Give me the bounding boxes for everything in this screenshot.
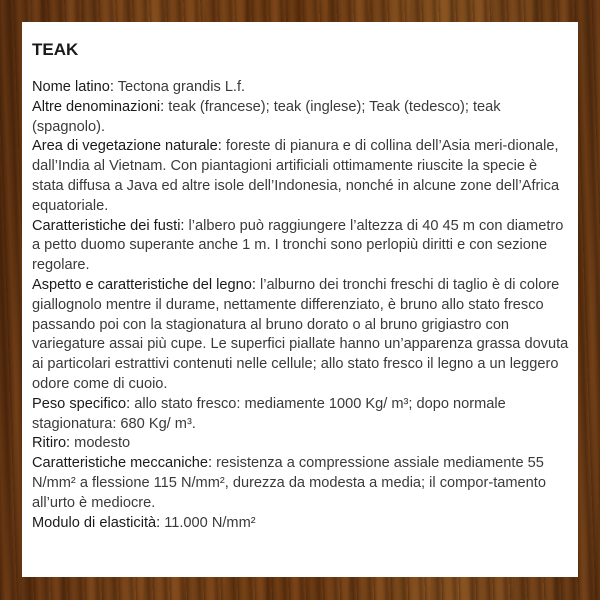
entry-label: Nome latino:: [32, 79, 114, 95]
entry-label: Modulo di elasticità:: [32, 514, 161, 531]
entry-value: allo stato fresco: mediamente 1000 Kg/ m³; dopo normale stagionatura: 680 Kg/ m³.: [32, 395, 506, 432]
entry-value: l’albero può raggiungere l’altezza di 40 45 m con diametro a petto duomo superante anche 1 m. I tronchi sono perlopiù diritti e con sezione regolare.: [32, 217, 564, 274]
entry-modulo-elasticita: [32, 514, 570, 534]
entry-caratteristiche-meccaniche: [32, 454, 570, 513]
entry-value: teak (francese); teak (inglese); Teak (tedesco); teak (spagnolo).: [32, 98, 501, 135]
entry-ritiro: [32, 434, 570, 454]
entry-value: l’alburno dei tronchi freschi di taglio è di colore giallognolo mentre il durame, nettamente differenziato, è bruno allo stato fresco passando poi con la stagionatura al bruno dorato o al bruno grigiastro con variegature assai più cupe. Le superfici piallate hanno un’apparenza grassa dovuta ai particolari estrattivi contenuti nelle cellule; allo stato fresco il legno a un leggero odore come di cuoio.: [32, 276, 569, 392]
entry-label: Ritiro:: [32, 435, 71, 452]
entry-nome-latino: [32, 78, 570, 98]
info-card: [22, 22, 578, 577]
entry-value: resistenza a compressione assiale mediamente 55 N/mm² a flessione 115 N/mm², durezza da modesta a media; il compor-tamento all’urto è mediocre.: [32, 455, 546, 511]
entry-value: modesto: [70, 435, 131, 452]
entry-value: foreste di pianura e di collina dell’Asia meri-dionale, dall’India al Vietnam. Con piantagioni artificiali ottimamente riuscite la specie è stata diffusa a Java ed altre isole dell’Indonesia, nonché in alcune zone dell’Africa equatoriale.: [32, 138, 560, 214]
entry-label: Area di vegetazione naturale:: [32, 138, 222, 155]
entry-label: Aspetto e caratteristiche del legno:: [32, 276, 256, 293]
entry-value: Tectona grandis L.f.: [113, 79, 246, 95]
entry-peso-specifico: [32, 395, 570, 435]
entry-area-vegetazione: [32, 137, 570, 216]
entry-value: 11.000 N/mm²: [160, 514, 256, 531]
entry-label: Peso specifico:: [32, 395, 131, 412]
card-title: TEAK: [32, 40, 79, 59]
entry-aspetto-legno: [32, 276, 570, 395]
entry-label: Caratteristiche meccaniche:: [32, 455, 213, 472]
entry-caratteristiche-fusti: [32, 217, 570, 276]
entry-label: Altre denominazioni:: [32, 98, 165, 115]
entry-altre-denominazioni: [32, 98, 570, 138]
entry-label: Caratteristiche dei fusti:: [32, 217, 185, 234]
